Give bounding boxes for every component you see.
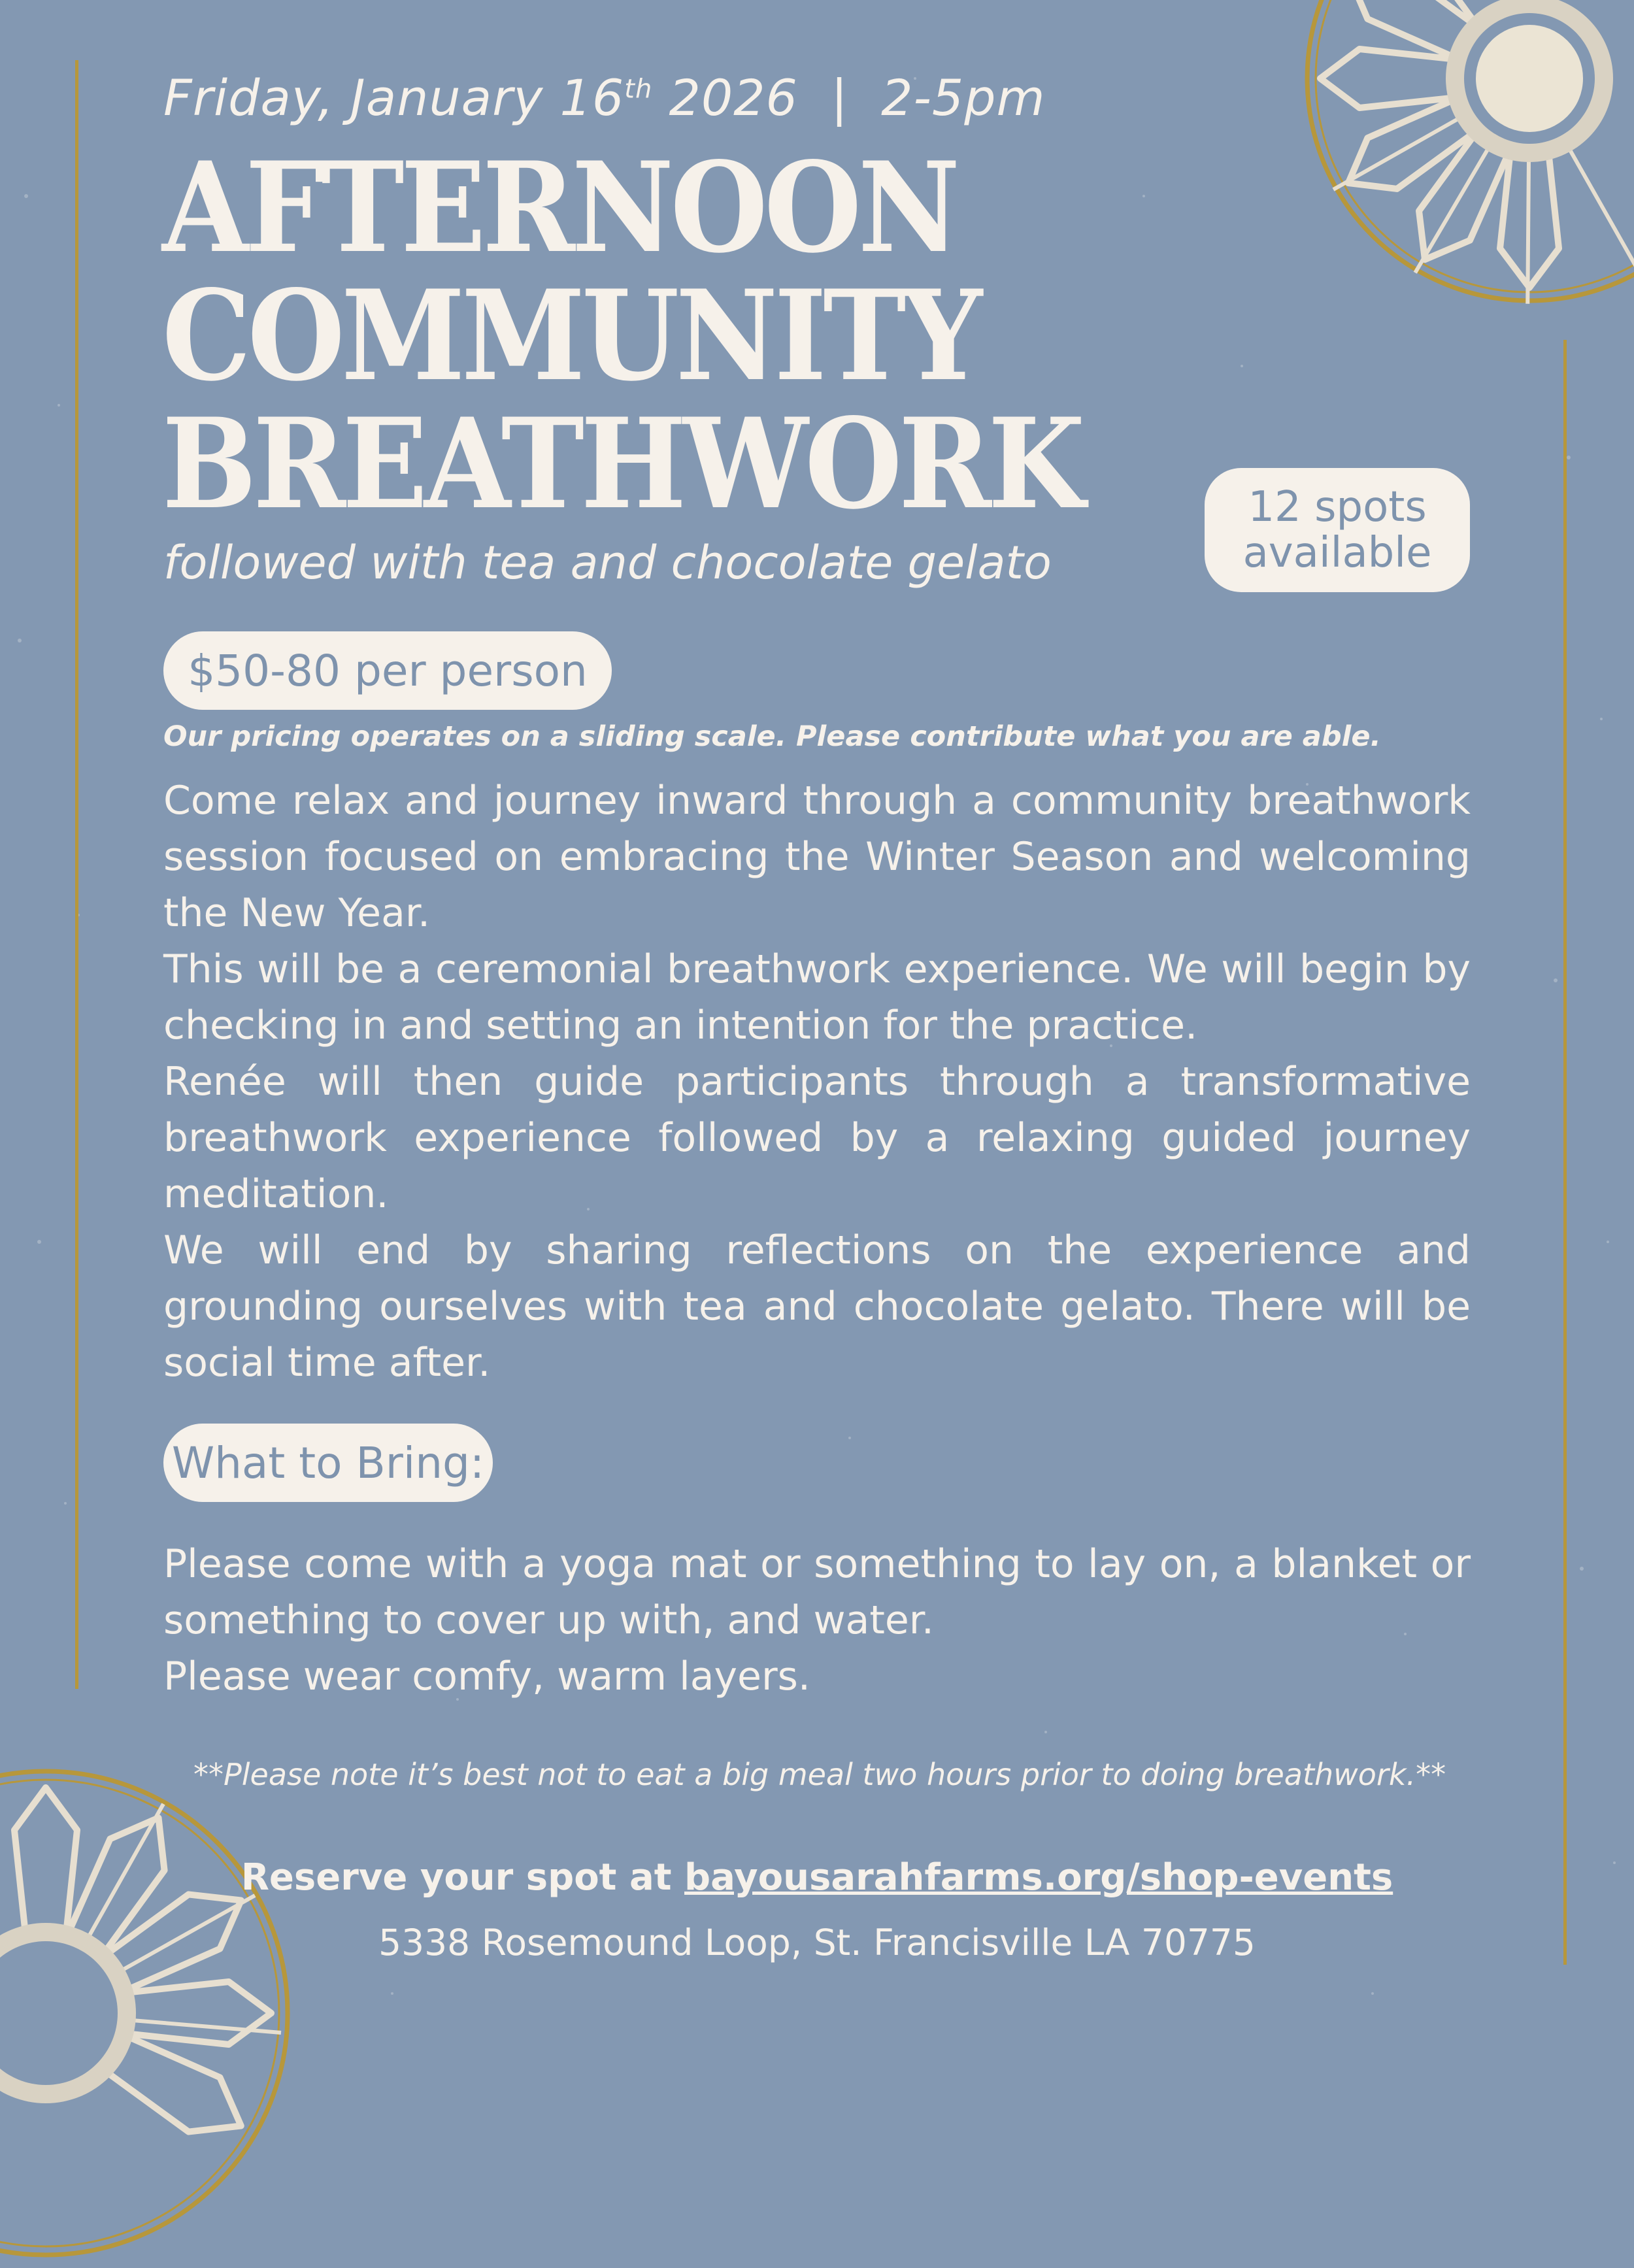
reserve-line bbox=[0, 1856, 1634, 1899]
title-line-3: BREATHWORK bbox=[162, 391, 1082, 537]
price-badge: $50-80 per person bbox=[163, 631, 612, 710]
title-line-2: COMMUNITY bbox=[162, 263, 979, 409]
sunburst-top-right-icon bbox=[1294, 0, 1634, 314]
sunburst-bottom-left-icon bbox=[0, 1758, 301, 2268]
sliding-scale-note: Our pricing operates on a sliding scale. Please contribute what you are able. bbox=[163, 720, 1381, 753]
spots-available-badge bbox=[1205, 468, 1470, 592]
spots-count: 12 spots bbox=[1248, 483, 1427, 531]
description-paragraph: This will be a ceremonial breathwork experience. We will begin by checking in and setting an intention for the practice. bbox=[163, 946, 1471, 1048]
description-paragraph: Come relax and journey inward through a community breathwork session focused on embracing the Winter Season and welcoming the New Year. bbox=[163, 778, 1471, 936]
event-address: 5338 Rosemound Loop, St. Francisville LA 70775 bbox=[378, 1922, 1256, 1963]
date-prefix: Friday, January 16 bbox=[163, 69, 625, 127]
title-line-1: AFTERNOON bbox=[162, 135, 957, 280]
reserve-link[interactable]: bayousarahfarms.org/shop-events bbox=[684, 1856, 1393, 1899]
description-paragraph: We will end by sharing reflections on the experience and grounding ourselves with tea and chocolate gelato. There will be social time after. bbox=[163, 1227, 1471, 1386]
right-gold-line bbox=[1563, 340, 1567, 1965]
date-ordinal-suffix: th bbox=[624, 74, 653, 105]
event-date bbox=[163, 69, 1046, 127]
spots-label: available bbox=[1242, 529, 1432, 577]
date-year-time: 2026 | 2-5pm bbox=[652, 69, 1046, 127]
event-subtitle: followed with tea and chocolate gelato bbox=[163, 536, 1052, 590]
bring-paragraph: Please wear comfy, warm layers. bbox=[163, 1654, 810, 1699]
left-gold-line bbox=[75, 60, 78, 1689]
event-description bbox=[163, 773, 1471, 1391]
meal-disclaimer: **Please note it’s best not to eat a big meal two hours prior to doing breathwork.** bbox=[193, 1757, 1446, 1792]
bring-paragraph: Please come with a yoga mat or something to lay on, a blanket or something to cover up with, and water. bbox=[163, 1541, 1471, 1643]
reserve-prefix: Reserve your spot at bbox=[241, 1856, 684, 1899]
description-paragraph: Renée will then guide participants through a transformative breathwork experience followed by a relaxing guided journey meditation. bbox=[163, 1059, 1471, 1217]
what-to-bring-text bbox=[163, 1536, 1471, 1705]
what-to-bring-label: What to Bring: bbox=[163, 1424, 493, 1502]
event-title bbox=[162, 135, 1082, 537]
